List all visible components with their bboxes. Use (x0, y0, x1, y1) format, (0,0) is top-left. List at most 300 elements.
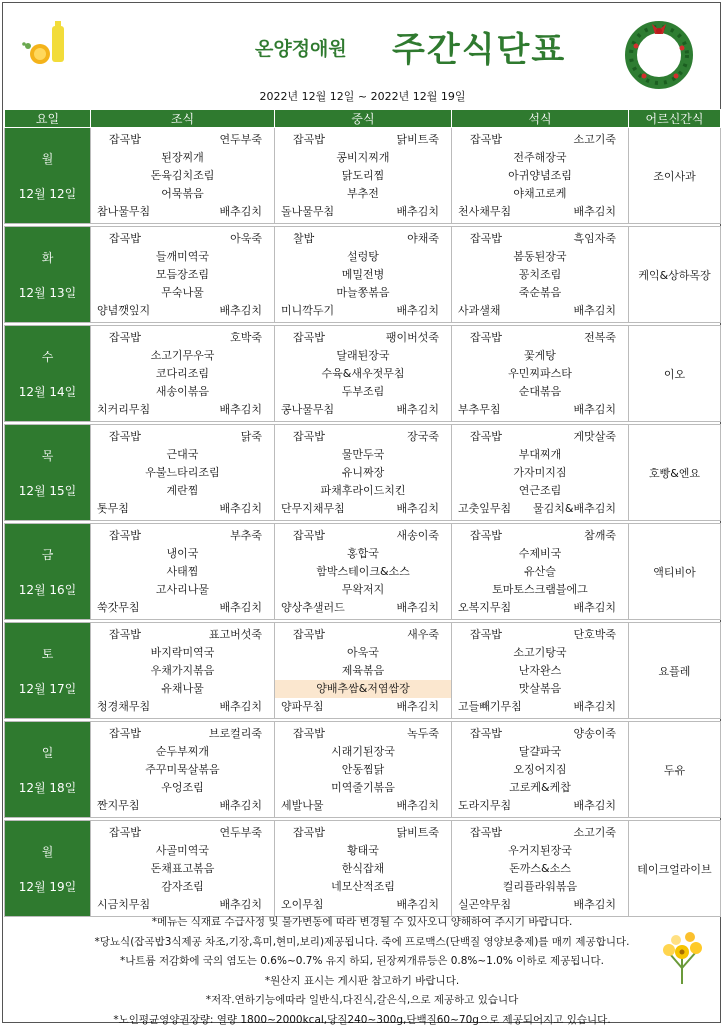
menu-item: 두부조림 (275, 383, 451, 401)
day-row (5, 326, 721, 422)
menu-line-pair (452, 527, 628, 545)
menu-item: 게맛살죽 (573, 428, 616, 446)
menu-item: 배추김치 (396, 797, 439, 815)
menu-item: 잡곡밥 (470, 230, 502, 248)
menu-item: 쑥갓무침 (97, 599, 140, 617)
menu-item: 시금치무침 (97, 896, 150, 914)
dinner-items (452, 524, 628, 617)
menu-line-pair (452, 203, 628, 221)
menu-item: 야채고로케 (452, 185, 628, 203)
menu-item: 소고기탕국 (452, 644, 628, 662)
menu-item: 제육볶음 (275, 662, 451, 680)
menu-item: 잡곡밥 (470, 329, 502, 347)
dinner-items (452, 425, 628, 518)
col-header-breakfast: 조식 (91, 110, 275, 128)
menu-item: 사과샐채 (458, 302, 501, 320)
snack-cell: 케익&상하목장 (629, 227, 721, 323)
menu-item: 호박죽 (230, 329, 262, 347)
menu-item: 아귀양념조림 (452, 167, 628, 185)
menu-item: 시래기된장국 (275, 743, 451, 761)
day-date: 12월 13일 (19, 286, 77, 300)
menu-item: 양파무침 (281, 698, 324, 716)
dinner-cell (452, 326, 629, 422)
menu-item: 돈까스&소스 (452, 860, 628, 878)
header (0, 0, 725, 108)
day-row (5, 722, 721, 818)
menu-item: 사태찜 (91, 563, 274, 581)
menu-line-pair (91, 599, 274, 617)
snack-cell: 호빵&엔요 (629, 425, 721, 521)
menu-line-pair (275, 797, 451, 815)
day-cell (5, 425, 91, 521)
menu-item: 미니깍두기 (281, 302, 334, 320)
day-name: 일 (5, 744, 90, 761)
menu-item: 배추김치 (219, 896, 262, 914)
dinner-items (452, 128, 628, 221)
menu-item: 우엉조림 (91, 779, 274, 797)
day-date: 12월 18일 (19, 781, 77, 795)
menu-item: 잡곡밥 (109, 527, 141, 545)
col-header-lunch: 중식 (275, 110, 452, 128)
menu-item: 흑임자죽 (573, 230, 616, 248)
day-name: 수 (5, 348, 90, 365)
menu-item: 고춧잎무침 (458, 500, 511, 518)
lunch-cell (275, 524, 452, 620)
breakfast-cell (91, 326, 275, 422)
day-name: 토 (5, 645, 90, 662)
menu-item: 연두부죽 (219, 824, 262, 842)
snack-cell: 이오 (629, 326, 721, 422)
menu-item: 장국죽 (407, 428, 439, 446)
note-line: *노인평균영양권장량: 열량 1800~2000kcal,당질240~300g,단백질60~70g으로 제공되어지고 있습니다. (4, 1011, 720, 1030)
menu-item: 돈채표고볶음 (91, 860, 274, 878)
flower-icon (652, 928, 712, 984)
menu-line-pair (452, 329, 628, 347)
menu-item: 물만두국 (275, 446, 451, 464)
menu-line-pair (452, 230, 628, 248)
menu-item: 배추김치 (573, 203, 616, 221)
lunch-cell (275, 425, 452, 521)
menu-line-pair (91, 500, 274, 518)
day-row (5, 524, 721, 620)
menu-line-pair (91, 698, 274, 716)
note-line: *저작.연하기능에따라 일반식,다진식,갈은식,으로 제공하고 있습니다 (4, 991, 720, 1011)
menu-item: 배추김치 (219, 599, 262, 617)
lunch-cell (275, 227, 452, 323)
menu-item: 잡곡밥 (109, 626, 141, 644)
menu-line-pair (275, 599, 451, 617)
menu-item: 새송이죽 (396, 527, 439, 545)
menu-item: 배추김치 (219, 698, 262, 716)
menu-line-pair (452, 698, 628, 716)
menu-line-pair (275, 527, 451, 545)
menu-line-pair (91, 527, 274, 545)
menu-item: 잡곡밥 (470, 131, 502, 149)
menu-item: 오이무침 (281, 896, 324, 914)
menu-item: 찰밥 (293, 230, 314, 248)
menu-item: 잡곡밥 (470, 626, 502, 644)
menu-item: 배추김치 (219, 401, 262, 419)
org-name: 온양정애원 (255, 34, 347, 61)
day-name: 목 (5, 447, 90, 464)
day-cell (5, 326, 91, 422)
day-row (5, 425, 721, 521)
day-row (5, 623, 721, 719)
day-date: 12월 12일 (19, 187, 77, 201)
menu-line-pair (452, 725, 628, 743)
day-cell (5, 623, 91, 719)
menu-line-pair (275, 131, 451, 149)
lunch-cell (275, 128, 452, 224)
menu-item: 물김치&배추김치 (533, 500, 616, 518)
menu-item: 순두부찌개 (91, 743, 274, 761)
menu-item: 도라지무침 (458, 797, 511, 815)
menu-item: 돌나물무침 (281, 203, 334, 221)
dinner-cell (452, 623, 629, 719)
day-row (5, 128, 721, 224)
menu-item: 난자완스 (452, 662, 628, 680)
menu-item: 양상추샐러드 (281, 599, 345, 617)
menu-item: 한식잡채 (275, 860, 451, 878)
menu-line-pair (452, 500, 628, 518)
menu-line-pair (275, 428, 451, 446)
menu-item: 새송이볶음 (91, 383, 274, 401)
lunch-cell (275, 623, 452, 719)
menu-item: 꽃게탕 (452, 347, 628, 365)
col-header-snack: 어르신간식 (629, 110, 721, 128)
menu-item: 치커리무침 (97, 401, 150, 419)
menu-line-pair (275, 824, 451, 842)
breakfast-cell (91, 128, 275, 224)
menu-item: 우거지된장국 (452, 842, 628, 860)
day-name: 금 (5, 546, 90, 563)
lunch-items (275, 623, 451, 716)
menu-item: 세발나물 (281, 797, 324, 815)
weekly-menu-table (4, 109, 721, 917)
menu-line-pair (275, 401, 451, 419)
snack-cell: 두유 (629, 722, 721, 818)
menu-item: 배추김치 (573, 698, 616, 716)
menu-item: 배추김치 (573, 797, 616, 815)
menu-item: 컬리플라워볶음 (452, 878, 628, 896)
lunch-cell (275, 821, 452, 917)
menu-item: 오복지무침 (458, 599, 511, 617)
menu-item: 고로케&케찹 (452, 779, 628, 797)
dinner-cell (452, 524, 629, 620)
menu-item: 들깨미역국 (91, 248, 274, 266)
menu-item: 토마토스크램블에그 (452, 581, 628, 599)
menu-item: 미역줄기볶음 (275, 779, 451, 797)
menu-item: 꽁치조림 (452, 266, 628, 284)
menu-item: 고들빼기무침 (458, 698, 522, 716)
menu-item: 연근조림 (452, 482, 628, 500)
snack-cell: 조이사과 (629, 128, 721, 224)
menu-item: 닭비트죽 (396, 824, 439, 842)
menu-item: 천사채무침 (458, 203, 511, 221)
menu-item: 잡곡밥 (109, 131, 141, 149)
day-name: 월 (5, 843, 90, 860)
menu-item: 배추김치 (396, 698, 439, 716)
day-cell (5, 227, 91, 323)
menu-item: 참깨죽 (584, 527, 616, 545)
menu-item: 잡곡밥 (293, 824, 325, 842)
menu-line-pair (91, 131, 274, 149)
snack-cell: 테이크얼라이브 (629, 821, 721, 917)
menu-item: 아욱국 (275, 644, 451, 662)
menu-line-pair (275, 329, 451, 347)
day-date: 12월 19일 (19, 880, 77, 894)
menu-item: 배추김치 (573, 599, 616, 617)
menu-item: 소고기죽 (573, 824, 616, 842)
menu-item: 배추김치 (396, 203, 439, 221)
menu-item: 부대찌개 (452, 446, 628, 464)
menu-item: 부추죽 (230, 527, 262, 545)
menu-item: 잡곡밥 (293, 527, 325, 545)
breakfast-cell (91, 524, 275, 620)
snack-cell: 액티비아 (629, 524, 721, 620)
menu-line-pair (452, 824, 628, 842)
menu-item: 전주해장국 (452, 149, 628, 167)
menu-item: 안동찜닭 (275, 761, 451, 779)
menu-item: 잡곡밥 (109, 230, 141, 248)
menu-item: 함박스테이크&소스 (275, 563, 451, 581)
menu-item: 유채나물 (91, 680, 274, 698)
menu-item: 잡곡밥 (293, 725, 325, 743)
menu-item: 마늘쫑볶음 (275, 284, 451, 302)
menu-item: 봄동된장국 (452, 248, 628, 266)
day-date: 12월 16일 (19, 583, 77, 597)
menu-item: 배추김치 (573, 401, 616, 419)
breakfast-cell (91, 227, 275, 323)
day-cell (5, 524, 91, 620)
lunch-items (275, 128, 451, 221)
breakfast-cell (91, 623, 275, 719)
menu-line-pair (91, 626, 274, 644)
dinner-cell (452, 425, 629, 521)
menu-line-pair (91, 824, 274, 842)
menu-item: 순대볶음 (452, 383, 628, 401)
note-line: *원산지 표시는 게시판 참고하기 바랍니다. (4, 972, 720, 992)
menu-item: 오징어지짐 (452, 761, 628, 779)
menu-item: 잡곡밥 (470, 527, 502, 545)
menu-item: 잡곡밥 (293, 428, 325, 446)
notes-section (4, 913, 720, 1030)
menu-item: 팽이버섯죽 (386, 329, 439, 347)
menu-item: 배추김치 (396, 896, 439, 914)
breakfast-items (91, 623, 274, 716)
day-cell (5, 128, 91, 224)
menu-item: 잡곡밥 (470, 824, 502, 842)
menu-item: 배추김치 (396, 302, 439, 320)
menu-item: 연두부죽 (219, 131, 262, 149)
menu-item: 설렁탕 (275, 248, 451, 266)
menu-period: 2022년 12월 12일 ~ 2022년 12월 19일 (0, 88, 725, 104)
dinner-items (452, 821, 628, 914)
dinner-items (452, 623, 628, 716)
menu-line-pair (452, 302, 628, 320)
menu-item: 소고기무우국 (91, 347, 274, 365)
menu-item: 바지락미역국 (91, 644, 274, 662)
menu-item: 무왁저지 (275, 581, 451, 599)
menu-item: 우불느타리조림 (91, 464, 274, 482)
breakfast-cell (91, 722, 275, 818)
breakfast-items (91, 128, 274, 221)
menu-line-pair (452, 626, 628, 644)
menu-item: 녹두죽 (407, 725, 439, 743)
col-header-dinner: 석식 (452, 110, 629, 128)
menu-item: 표고버섯죽 (209, 626, 262, 644)
menu-item: 수제비국 (452, 545, 628, 563)
menu-line-pair (91, 401, 274, 419)
menu-item: 부추전 (275, 185, 451, 203)
menu-item: 배추김치 (573, 896, 616, 914)
menu-item: 가자미지짐 (452, 464, 628, 482)
menu-item: 파채후라이드치킨 (275, 482, 451, 500)
day-row (5, 821, 721, 917)
menu-item: 코다리조림 (91, 365, 274, 383)
breakfast-items (91, 524, 274, 617)
menu-line-pair (91, 302, 274, 320)
menu-item: 양송이죽 (573, 725, 616, 743)
day-date: 12월 17일 (19, 682, 77, 696)
menu-item: 잡곡밥 (293, 329, 325, 347)
menu-line-pair (91, 896, 274, 914)
menu-item: 근대국 (91, 446, 274, 464)
menu-item: 잡곡밥 (293, 131, 325, 149)
menu-line-pair (452, 131, 628, 149)
breakfast-items (91, 227, 274, 320)
menu-line-pair (91, 725, 274, 743)
lunch-items (275, 524, 451, 617)
menu-line-pair (275, 302, 451, 320)
menu-line-pair (91, 797, 274, 815)
note-line: *나트륨 저감화에 국의 염도는 0.6%~0.7% 유지 하되, 된장찌개류등은 0.8%~1.0% 이하로 제공됩니다. (4, 952, 720, 972)
menu-item: 주꾸미묵살볶음 (91, 761, 274, 779)
menu-item: 참나물무침 (97, 203, 150, 221)
menu-item: 부추무침 (458, 401, 501, 419)
menu-item: 배추김치 (396, 599, 439, 617)
menu-item: 돈육김치조림 (91, 167, 274, 185)
menu-item: 새우죽 (407, 626, 439, 644)
menu-item: 무숙나물 (91, 284, 274, 302)
menu-item: 배추김치 (396, 401, 439, 419)
snack-cell: 요플레 (629, 623, 721, 719)
menu-item: 우채가지볶음 (91, 662, 274, 680)
menu-item: 배추김치 (396, 500, 439, 518)
dinner-items (452, 722, 628, 815)
menu-line-pair (275, 725, 451, 743)
menu-item: 네모산적조림 (275, 878, 451, 896)
menu-line-pair (275, 626, 451, 644)
menu-item: 맛살볶음 (452, 680, 628, 698)
menu-item: 우민찌파스타 (452, 365, 628, 383)
breakfast-items (91, 821, 274, 914)
menu-item: 잡곡밥 (109, 725, 141, 743)
menu-item: 콩비지찌개 (275, 149, 451, 167)
menu-item: 메밀전병 (275, 266, 451, 284)
menu-item: 콩나물무침 (281, 401, 334, 419)
menu-item: 청경채무침 (97, 698, 150, 716)
menu-item: 감자조림 (91, 878, 274, 896)
dinner-items (452, 326, 628, 419)
menu-item: 짠지무침 (97, 797, 140, 815)
dinner-cell (452, 227, 629, 323)
menu-item: 배추김치 (219, 302, 262, 320)
page-title: 주간식단표 (392, 22, 566, 71)
wreath-icon (622, 18, 696, 92)
menu-item: 달래된장국 (275, 347, 451, 365)
menu-item: 닭죽 (241, 428, 262, 446)
menu-item: 배추김치 (219, 500, 262, 518)
day-name: 화 (5, 249, 90, 266)
menu-item: 달걀파국 (452, 743, 628, 761)
cup-icon (18, 20, 74, 68)
menu-item: 죽순볶음 (452, 284, 628, 302)
lunch-items (275, 227, 451, 320)
menu-item: 브로컬리죽 (209, 725, 262, 743)
menu-item: 유니짜장 (275, 464, 451, 482)
lunch-items (275, 425, 451, 518)
menu-line-pair (275, 203, 451, 221)
day-row (5, 227, 721, 323)
day-cell (5, 821, 91, 917)
menu-item: 단호박죽 (573, 626, 616, 644)
note-line: *메뉴는 식재료 수급사정 및 물가변동에 따라 변경될 수 있사오니 양해하여 주시기 바랍니다. (4, 913, 720, 933)
menu-line-pair (91, 329, 274, 347)
menu-line-pair (275, 230, 451, 248)
menu-item: 냉이국 (91, 545, 274, 563)
day-date: 12월 15일 (19, 484, 77, 498)
breakfast-items (91, 326, 274, 419)
menu-item: 홍합국 (275, 545, 451, 563)
menu-item: 사골미역국 (91, 842, 274, 860)
menu-line-pair (452, 797, 628, 815)
note-line: *당뇨식(잡곡밥3식제공 차조,기장,흑미,현미,보리)제공됩니다. 죽에 프로맥스(단백질 영양보충제)를 매끼 제공합니다. (4, 933, 720, 953)
menu-item: 수육&새우젓무침 (275, 365, 451, 383)
menu-line-pair (275, 500, 451, 518)
menu-item: 잡곡밥 (109, 824, 141, 842)
menu-line-pair (452, 896, 628, 914)
menu-item: 닭도리찜 (275, 167, 451, 185)
menu-item: 톳무침 (97, 500, 129, 518)
lunch-items (275, 722, 451, 815)
menu-line-pair (452, 599, 628, 617)
menu-item: 배추김치 (573, 302, 616, 320)
menu-line-pair (452, 428, 628, 446)
menu-item: 양념깻잎지 (97, 302, 150, 320)
menu-item: 야채죽 (407, 230, 439, 248)
menu-item: 어묵볶음 (91, 185, 274, 203)
dinner-cell (452, 821, 629, 917)
menu-item: 단무지채무침 (281, 500, 345, 518)
menu-item: 배추김치 (219, 797, 262, 815)
menu-item: 된장찌개 (91, 149, 274, 167)
lunch-items (275, 821, 451, 914)
menu-item: 잡곡밥 (470, 428, 502, 446)
menu-item: 모듬장조림 (91, 266, 274, 284)
menu-line-pair (91, 230, 274, 248)
dinner-cell (452, 128, 629, 224)
menu-line-pair (91, 203, 274, 221)
menu-item: 전복죽 (584, 329, 616, 347)
menu-item: 실곤약무침 (458, 896, 511, 914)
lunch-items (275, 326, 451, 419)
menu-line-pair (91, 428, 274, 446)
lunch-cell (275, 722, 452, 818)
menu-item: 닭비트죽 (396, 131, 439, 149)
breakfast-cell (91, 821, 275, 917)
day-cell (5, 722, 91, 818)
